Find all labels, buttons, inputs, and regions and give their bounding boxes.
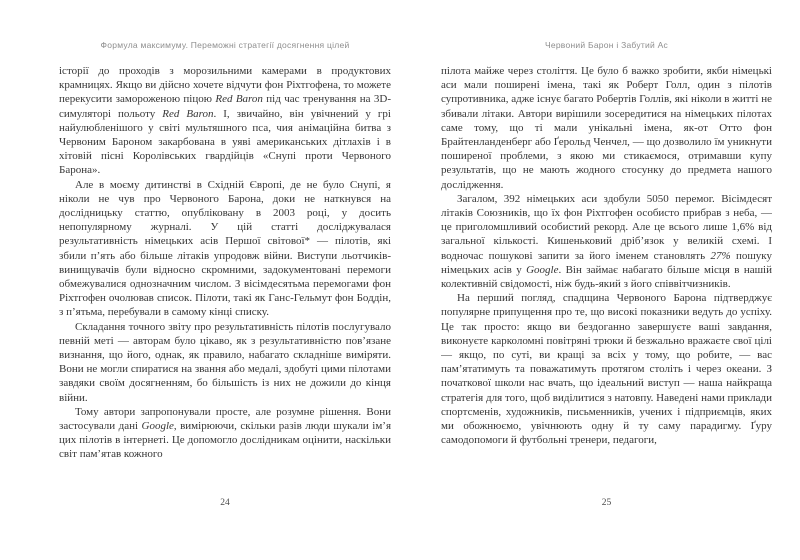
left-page bbox=[59, 0, 391, 560]
paragraph: Але в моєму дитинстві в Східній Європі, де не було Снупі, я ніколи не чув про Червоного Барона, доки не наткнувся на дослідницьку статтю, опубліковану в 2003 році, у досить непопулярному журналі. У цій статті досліджувалася результативність німецьких асів Першої світової* — пілотів, які збили п’ять або більше літаків упродовж війни. Виступи льотчиків-винищувачів були відносно скромними, задокументовані перемоги обмежувалися однозначним числом. З вісімдесятьма перемогами фон Ріхтгофен очолював список. Пілоти, такі як Ганс-Гельмут фон Боддін, з п’ятьма, перебували в самому кінці списку. bbox=[59, 178, 391, 319]
paragraph: історії до проходів з морозильними камерами в продуктових крамницях. Якщо ви дійсно хочете відчути фон Ріхтгофена, то можете перекусити замороженою піцою Red Baron під час тренування на 3D-симуляторі польоту Red Baron. І, звичайно, він увічнений у грі найулюбленішого у світі мультяшного пса, чия анімаційна битва з Червоним Бароном закарбована в уяві американських дітлахів і в хітовій пісні Королівських гвардійців «Снупі проти Червоного Барона». bbox=[59, 65, 391, 177]
page-body-left bbox=[59, 64, 391, 462]
paragraph: Складання точного звіту про результативність пілотів послугувало певній меті — авторам було цікаво, як з результативністю пов’язане визнання, що його, однак, як правило, набагато складніше виміряти. Вони не могли спиратися на звання або медалі, здобуті цими пілотами завдяки своїм досягненням, бо більшість із них не дожили до кінця війни. bbox=[59, 320, 391, 404]
running-header-left: Формула максимуму. Переможні стратегії досягнення цілей bbox=[100, 40, 350, 50]
right-page bbox=[441, 0, 772, 560]
paragraph: пілота майже через століття. Це було б важко зробити, якби німецькі аси мали поширені імена, такі як Роберт Голл, один з пілотів супротивника, адже існує багато Робертів Голлів, які ніколи в житті не збивали літаки. Автори вирішили зосередитися на німецьких пілотах саме тому, що ті мали унікальні імена, як-от Отто фон Брайтенланденберг або Ґерольд Ченчел, — що дозволило їм уникнути поширеної проблеми, з якою ми стикаємося, отримавши купу результатів, що не мають жодного стосунку до предмета нашого дослідження. bbox=[441, 65, 772, 191]
page-number-left: 24 bbox=[220, 498, 230, 508]
page-number-right: 25 bbox=[601, 498, 612, 508]
running-header-right: Червоний Барон і Забутий Ас bbox=[544, 40, 669, 50]
paragraph: На перший погляд, спадщина Червоного Барона підтверджує популярне припущення про те, що високі показники ведуть до успіху. Це так просто: якщо ви бездоганно завершуєте ваші завдання, виконуєте карколомні повітряні трюки й безжально вражаєте свої цілі — якщо, по суті, ви кращі за всіх у тому, що робите, — вас пам’ятатимуть та поважатимуть протягом століть і через океани. З початкової школи нас вчать, що ідеальний виступ — наша найкраща стратегія для того, щоб виділитися з натовпу. Наведені нами приклади спортсменів, художників, письменників, учених і підприємців, яких ми обожнюємо, увічнюють одну й ту саму парадигму. Ґуру самодопомоги й футбольні тренери, педагоги, bbox=[441, 292, 772, 447]
paragraph: Тому автори запропонували просте, але розумне рішення. Вони застосували дані Google, вимірюючи, скільки разів люди шукали ім’я цих пілотів в інтернеті. Це допомогло дослідникам оцінити, наскільки світ пам’ятав кожного bbox=[59, 405, 391, 461]
page-body-right bbox=[441, 64, 772, 447]
paragraph: Загалом, 392 німецьких аси здобули 5050 перемог. Вісімдесят літаків Союзників, що їх фон Ріхтгофен особисто прибрав з неба, — це приголомшливий особистий рекорд. Але це всього лише 1,6% від загальної кількості. Кишеньковий дріб’язок у великій схемі. І водночас пошукові запити за його іменем становлять 27% пошуку німецьких асів у Google. Він займає набагато більше місця в нашій колективній свідомості, ніж будь-який з його співвітчизників. bbox=[441, 192, 772, 291]
